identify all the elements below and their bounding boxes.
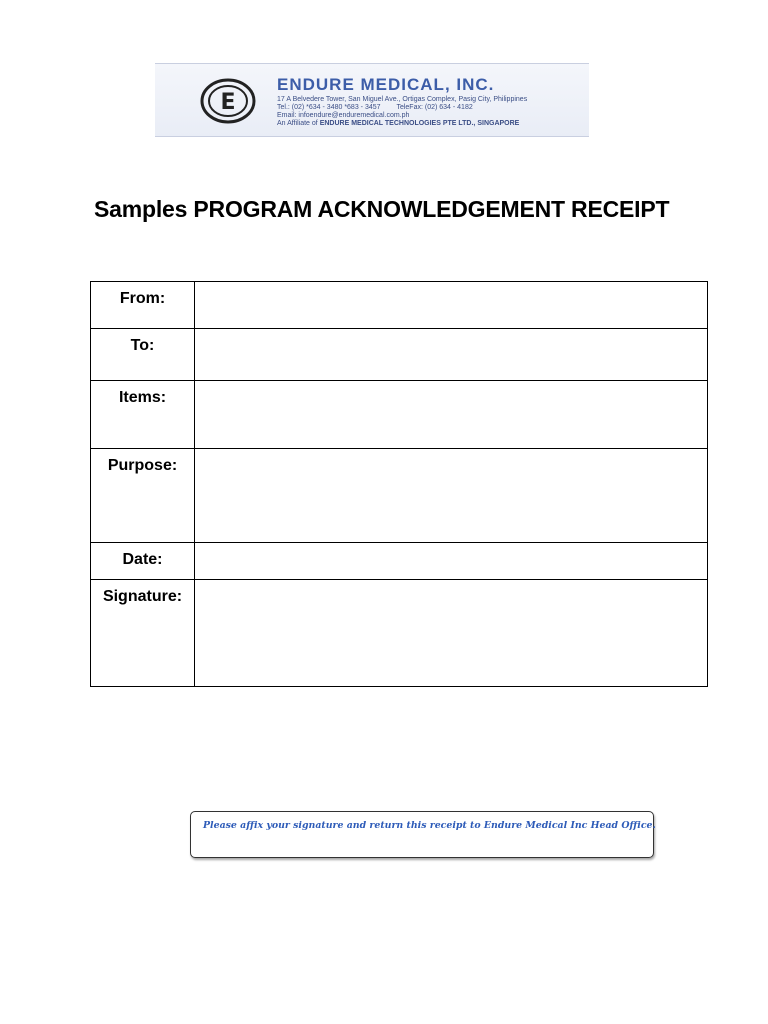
company-affiliate xyxy=(277,120,519,127)
letterhead xyxy=(155,63,589,137)
items-label: Items: xyxy=(91,381,195,449)
to-label: To: xyxy=(91,329,195,381)
date-field[interactable] xyxy=(195,543,708,580)
affiliate-name: ENDURE MEDICAL TECHNOLOGIES PTE LTD., SINGAPORE xyxy=(319,120,520,127)
acknowledgement-form xyxy=(90,281,708,687)
company-logo-icon xyxy=(200,78,256,124)
signature-field[interactable] xyxy=(195,580,708,687)
company-address: 17 A Belvedere Tower, San Miguel Ave., Ortigas Complex, Pasig City, Philippines xyxy=(277,96,528,103)
company-tel: Tel.: (02) *634 - 3480 *683 - 3457 xyxy=(277,104,381,111)
from-label: From: xyxy=(91,282,195,329)
date-label: Date: xyxy=(91,543,195,580)
items-field[interactable] xyxy=(195,381,708,449)
logo-letter: E xyxy=(220,90,236,115)
return-notice-box xyxy=(190,811,654,858)
return-notice-text: Please affix your signature and return this receipt to Endure Medical Inc Head Office. xyxy=(203,820,656,831)
page-title: Samples PROGRAM ACKNOWLEDGEMENT RECEIPT xyxy=(94,196,670,222)
signature-label: Signature: xyxy=(91,580,195,687)
form-row-from xyxy=(91,282,708,329)
form-row-purpose xyxy=(91,449,708,543)
company-name: ENDURE MEDICAL, INC. xyxy=(277,75,495,94)
affiliate-prefix: An Affiliate of xyxy=(277,120,318,127)
from-field[interactable] xyxy=(195,282,708,329)
company-email: Email: infoendure@enduremedical.com.ph xyxy=(277,112,410,119)
form-row-items xyxy=(91,381,708,449)
form-row-date xyxy=(91,543,708,580)
purpose-field[interactable] xyxy=(195,449,708,543)
to-field[interactable] xyxy=(195,329,708,381)
form-row-signature xyxy=(91,580,708,687)
form-row-to xyxy=(91,329,708,381)
company-telefax: TeleFax: (02) 634 - 4182 xyxy=(396,104,473,111)
company-phone-line xyxy=(277,104,473,111)
purpose-label: Purpose: xyxy=(91,449,195,543)
